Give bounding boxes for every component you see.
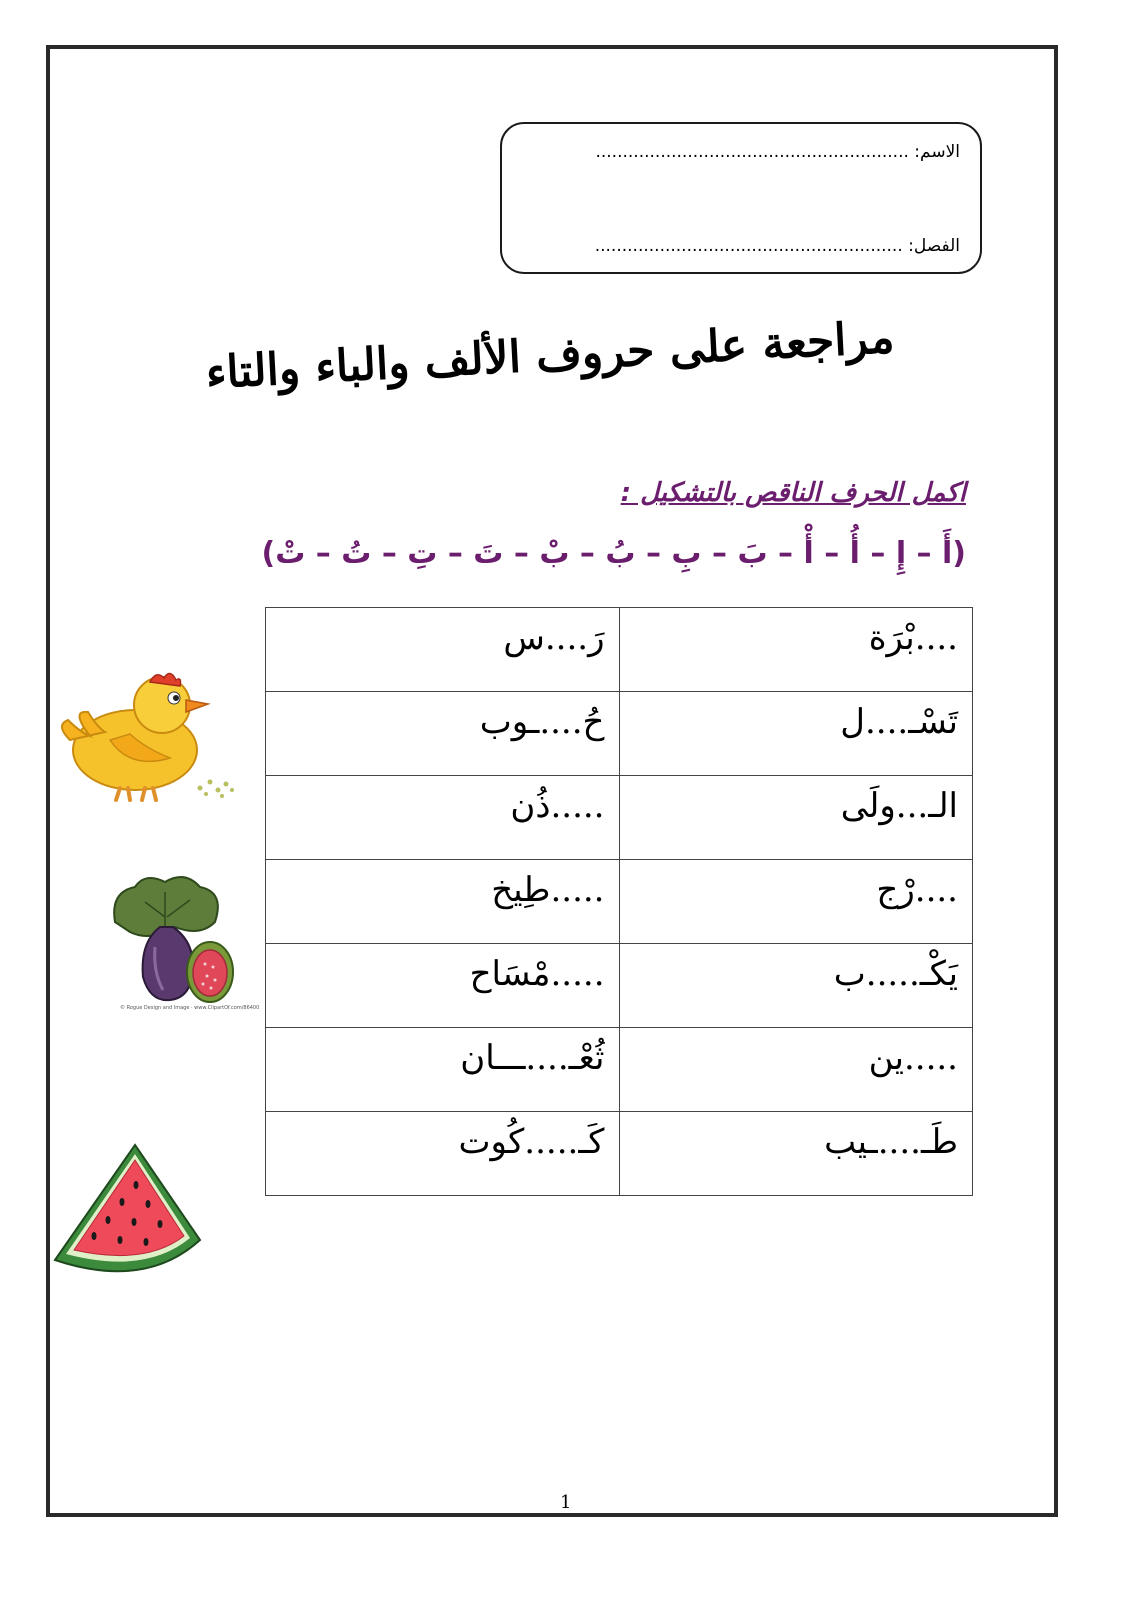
table-row bbox=[266, 1112, 973, 1196]
table-row bbox=[266, 944, 973, 1028]
exercise-cell[interactable]: .....ين bbox=[619, 1028, 973, 1112]
table-row bbox=[266, 1028, 973, 1112]
exercise-cell[interactable]: كَـ.....كُوت bbox=[266, 1112, 620, 1196]
student-info-box bbox=[500, 122, 982, 274]
name-field[interactable]: الاسم: .......................................................... bbox=[595, 142, 960, 162]
exercise-cell[interactable]: طَـ....ـيب bbox=[619, 1112, 973, 1196]
page-title: مراجعة على حروف الألف والباء والتاء bbox=[204, 311, 896, 400]
fig-illustration bbox=[105, 872, 240, 1012]
exercise-cell[interactable]: حُ....ـوب bbox=[266, 692, 620, 776]
exercise-cell[interactable]: .....طِيخ bbox=[266, 860, 620, 944]
exercise-table bbox=[265, 607, 973, 1196]
watermelon-illustration bbox=[50, 1140, 210, 1285]
exercise-cell[interactable]: ....رْج bbox=[619, 860, 973, 944]
exercise-cell[interactable]: .....مْسَاح bbox=[266, 944, 620, 1028]
exercise-cell[interactable]: ثُعْـ....ـــان bbox=[266, 1028, 620, 1112]
page-number: 1 bbox=[560, 1492, 572, 1513]
table-row bbox=[266, 608, 973, 692]
table-row bbox=[266, 860, 973, 944]
exercise-cell[interactable]: الـ...ولَى bbox=[619, 776, 973, 860]
exercise-cell[interactable]: ....بْرَة bbox=[619, 608, 973, 692]
class-field[interactable]: الفصل: ......................................................... bbox=[594, 236, 960, 256]
fig-caption: © Rogue Design and Image · www.ClipartOf.com/86400 bbox=[120, 1005, 260, 1011]
exercise-cell[interactable]: رَ....س bbox=[266, 608, 620, 692]
letter-options: (أَ – إِ – أُ – أْ – بَ – بِ – بُ – بْ – تَ – تِ – تُ – تْ) bbox=[261, 536, 966, 571]
chick-illustration bbox=[50, 670, 240, 805]
exercise-cell[interactable]: يَكْـ.....ب bbox=[619, 944, 973, 1028]
instruction-heading: اكمل الحرف الناقص بالتشكيل : bbox=[620, 478, 966, 508]
exercise-cell[interactable]: تَسْـ....ل bbox=[619, 692, 973, 776]
table-row bbox=[266, 692, 973, 776]
exercise-cell[interactable]: .....ذُن bbox=[266, 776, 620, 860]
table-row bbox=[266, 776, 973, 860]
